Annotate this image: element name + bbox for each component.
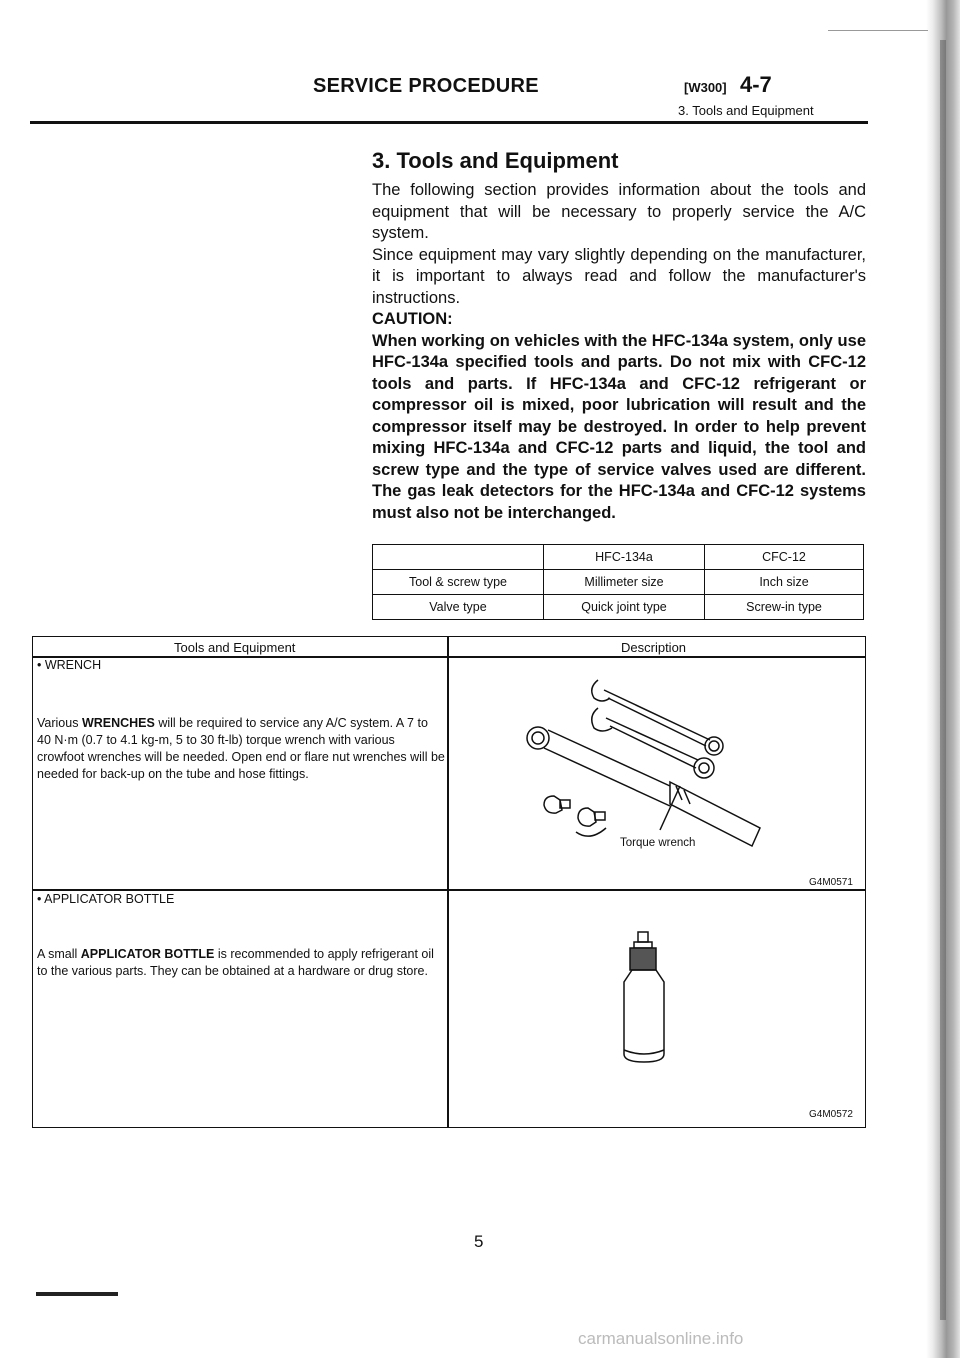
- table-header-cell: [373, 545, 544, 570]
- header-title: SERVICE PROCEDURE: [313, 75, 539, 97]
- page-number: 5: [474, 1232, 484, 1251]
- table-header-row: [373, 545, 864, 570]
- table-row: [373, 570, 864, 595]
- table-cell: Millimeter size: [544, 570, 705, 595]
- bottle-item-title: • APPLICATOR BOTTLE: [37, 892, 175, 906]
- table-cell: Tool & screw type: [373, 570, 544, 595]
- open-end-wrench-icon: [592, 680, 723, 755]
- bottle-icon: [624, 932, 664, 1062]
- refrigerant-comparison-table: [372, 544, 864, 620]
- scan-edge-line: [940, 40, 946, 1320]
- tools-table-column-divider: [447, 636, 449, 1128]
- header-rule: [30, 121, 868, 124]
- wrench-illustration: [520, 668, 770, 858]
- intro-paragraph-1: The following section provides information about the tools and equipment that will be necessary to properly service the A/C system.: [372, 181, 866, 242]
- table-cell: Valve type: [373, 595, 544, 620]
- table-cell: Inch size: [705, 570, 864, 595]
- table-row: [373, 595, 864, 620]
- header-subtitle: 3. Tools and Equipment: [678, 103, 814, 118]
- torque-wrench-icon: [527, 727, 760, 846]
- table-header-cell: HFC-134a: [544, 545, 705, 570]
- footer-mark: [36, 1292, 118, 1296]
- tools-table-row-divider: [32, 889, 866, 891]
- description-column-header: Description: [621, 640, 687, 655]
- section-body: [372, 180, 866, 524]
- wrench-figure-code: G4M0571: [809, 877, 853, 888]
- header-page-number: 4-7: [740, 72, 772, 97]
- caution-text: When working on vehicles with the HFC-134a system, only use HFC-134a specified tools and parts. Do not mix with CFC-12 tools and parts. If HFC-134a and CFC-12 refrigerant or compressor oil is mixed, poor lubrication will result and the compressor itself may be destroyed. In order to help prevent mixing HFC-134a and CFC-12 parts and liquid, the tool and screw type and the type of service valves used are different. The gas leak detectors for the HFC-134a and CFC-12 systems must also not be interchanged.: [372, 331, 866, 522]
- caution-heading: CAUTION:: [372, 310, 453, 328]
- intro-paragraph-2: Since equipment may vary slightly depending on the manufacturer, it is important to always read and follow the manufacturer's instructions.: [372, 245, 866, 307]
- table-cell: Screw-in type: [705, 595, 864, 620]
- tools-column-header: Tools and Equipment: [174, 640, 296, 655]
- wrench-item-description: Various WRENCHES will be required to service any A/C system. A 7 to 40 N·m (0.7 to 4.1 kg-m, 5 to 30 ft-lb) torque wrench with various crowfoot wrenches will be needed. Open end or flare nut wrenches will be needed for back-up on the tube and hose fittings.: [37, 716, 445, 781]
- table-header-cell: CFC-12: [705, 545, 864, 570]
- header-code: [W300]: [684, 80, 727, 95]
- applicator-bottle-illustration: [612, 930, 676, 1066]
- flare-nut-wrench-icon: [592, 708, 714, 778]
- torque-wrench-label: Torque wrench: [620, 837, 696, 849]
- watermark: carmanualsonline.info: [578, 1329, 744, 1348]
- bottle-figure-code: G4M0572: [809, 1109, 853, 1120]
- tools-table-header-divider: [32, 656, 866, 658]
- top-corner-line: [828, 30, 928, 31]
- bottle-item-description: A small APPLICATOR BOTTLE is recommended to apply refrigerant oil to the various parts. They can be obtained at a hardware or drug store.: [37, 947, 434, 978]
- table-cell: Quick joint type: [544, 595, 705, 620]
- crowfoot-wrench-icon: [544, 796, 606, 836]
- section-title: 3. Tools and Equipment: [372, 148, 619, 173]
- wrench-item-title: • WRENCH: [37, 658, 102, 672]
